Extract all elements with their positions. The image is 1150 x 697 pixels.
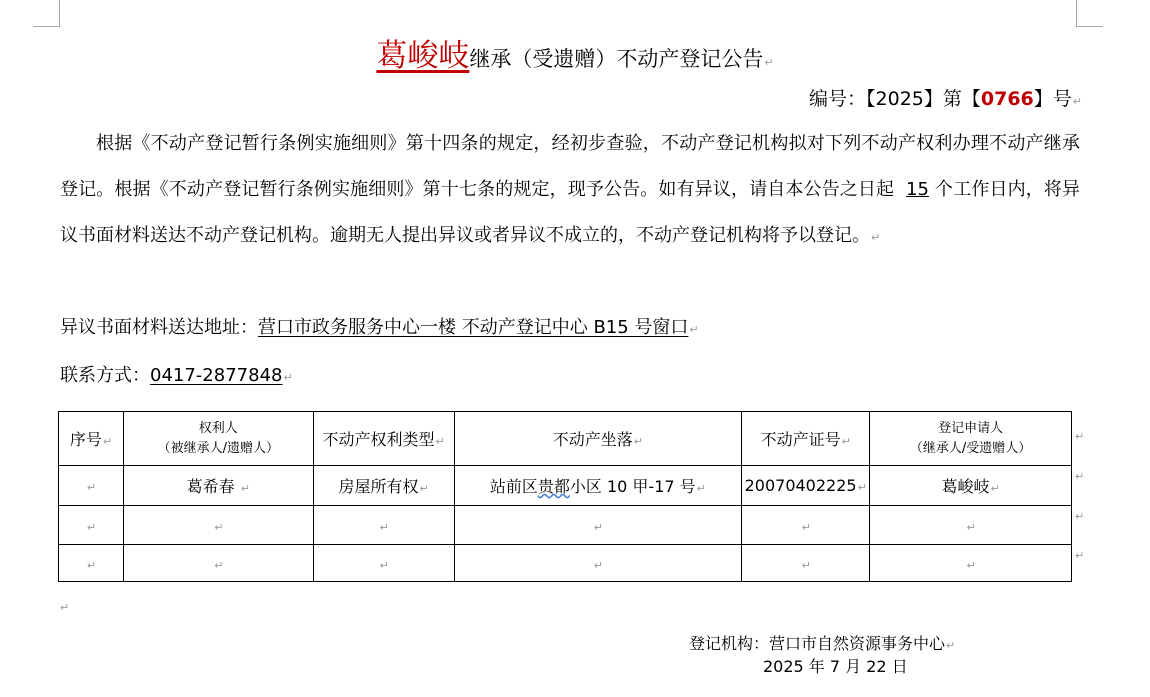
paragraph-mark: ↵ bbox=[689, 323, 699, 336]
cell-cert-no: 20070402225↵ bbox=[742, 466, 870, 506]
cell-seq: ↵ bbox=[59, 466, 124, 506]
table-row bbox=[59, 466, 1072, 506]
table-row: ↵ ↵ ↵ ↵ ↵ ↵ bbox=[59, 545, 1072, 582]
objection-days: 15 bbox=[906, 179, 929, 200]
header-cert-no: 不动产证号↵ bbox=[742, 412, 870, 466]
row-end-mark: ↵ bbox=[1075, 430, 1085, 443]
cell-location: 站前区贵都小区 10 甲-17 号↵ bbox=[454, 466, 742, 506]
notice-number bbox=[809, 84, 1082, 111]
registration-org: 登记机构：营口市自然资源事务中心↵ bbox=[689, 634, 956, 653]
row-end-mark: ↵ bbox=[1075, 510, 1085, 523]
header-right-type: 不动产权利类型↵ bbox=[313, 412, 454, 466]
property-table bbox=[58, 411, 1072, 582]
table-row: ↵ ↵ ↵ ↵ ↵ ↵ bbox=[59, 506, 1072, 545]
cell-holder: 葛希春 ↵ bbox=[123, 466, 313, 506]
title-text: 继承（受遗赠）不动产登记公告 bbox=[469, 47, 764, 71]
row-end-mark: ↵ bbox=[1075, 549, 1085, 562]
applicant-name: 葛峻岐 bbox=[376, 38, 470, 74]
paragraph-mark: ↵ bbox=[1072, 95, 1082, 108]
page-corner-top-left bbox=[33, 0, 60, 27]
cell-applicant: 葛峻岐↵ bbox=[870, 466, 1072, 506]
contact-phone: 0417-2877848 bbox=[150, 365, 283, 386]
contact-info bbox=[60, 361, 293, 387]
cell-right-type: 房屋所有权↵ bbox=[313, 466, 454, 506]
notice-body bbox=[60, 121, 1080, 261]
header-seq: 序号↵ bbox=[59, 412, 124, 466]
paragraph-mark: ↵ bbox=[283, 371, 293, 384]
body-text-2: 个工作日内，将异议书面材料送达不动产登记机构。逾期无人提出异议或者异议不成立的，不动产登记机构将予以登记。 bbox=[60, 179, 1080, 246]
number-suffix: 】号 bbox=[1033, 88, 1072, 110]
spellcheck-underline: 贵都 bbox=[537, 477, 570, 496]
header-location: 不动产坐落↵ bbox=[454, 412, 742, 466]
address-value: 营口市政务服务中心一楼 不动产登记中心 B15 号窗口 bbox=[258, 317, 689, 338]
page-title bbox=[0, 30, 1150, 75]
header-holder: 权利人 （被继承人/遗赠人） bbox=[123, 412, 313, 466]
paragraph-mark: ↵ bbox=[764, 56, 774, 69]
row-end-mark: ↵ bbox=[1075, 470, 1085, 483]
notice-date: 2025 年 7 月 22 日 bbox=[763, 657, 908, 676]
number-prefix: 编号：【2025】第【 bbox=[809, 88, 981, 110]
table-header-row bbox=[59, 412, 1072, 466]
address-label: 异议书面材料送达地址： bbox=[60, 317, 258, 338]
contact-label: 联系方式： bbox=[60, 365, 150, 386]
paragraph-mark: ↵ bbox=[871, 231, 881, 244]
page-corner-top-right bbox=[1076, 0, 1103, 27]
number-value: 0766 bbox=[980, 88, 1034, 110]
empty-paragraph-mark: ↵ bbox=[60, 601, 70, 614]
body-text-1: 根据《不动产登记暂行条例实施细则》第十四条的规定，经初步查验，不动产登记机构拟对下列不动产权利办理不动产继承登记。根据《不动产登记暂行条例实施细则》第十七条的规定，现予公告。如有异议，请自本公告之日起 bbox=[60, 133, 1080, 200]
objection-address bbox=[60, 313, 699, 339]
header-applicant: 登记申请人 （继承人/受遗赠人） bbox=[870, 412, 1072, 466]
